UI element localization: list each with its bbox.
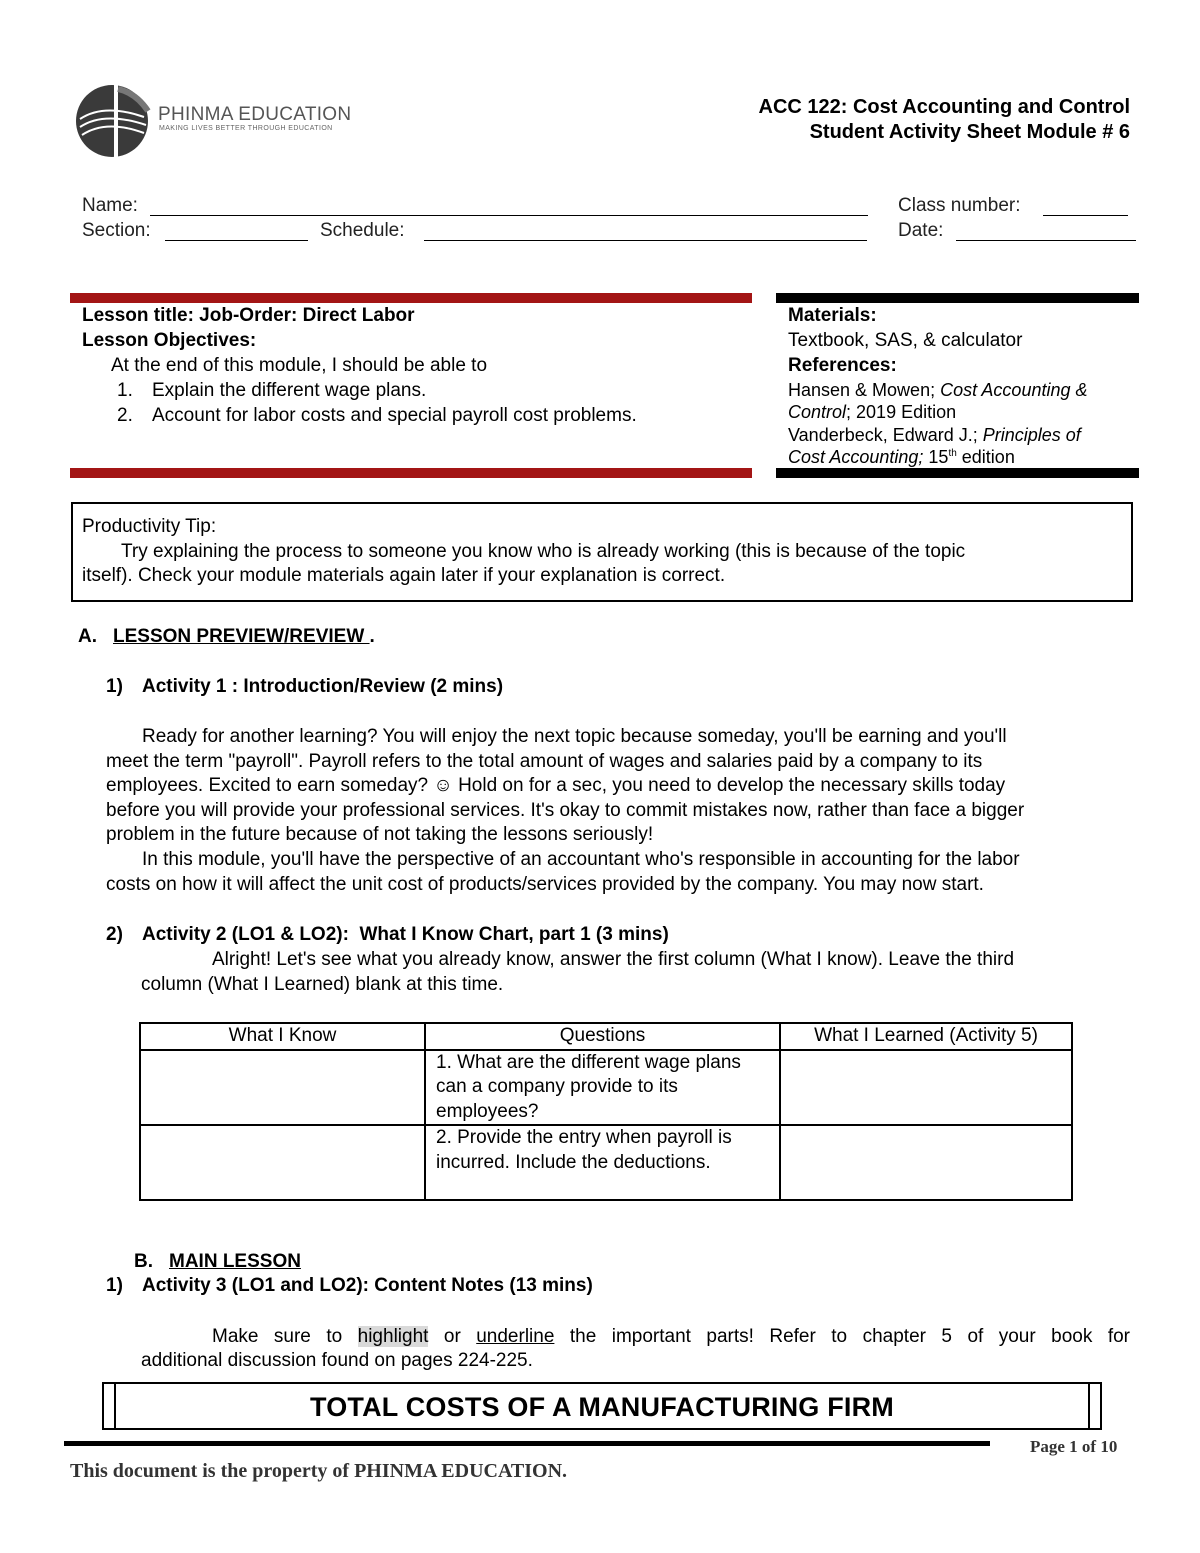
reference-2-line2: Cost Accounting; 15th edition: [788, 447, 1015, 467]
activity-1-num: 1): [106, 676, 123, 697]
objectives-label: Lesson Objectives:: [82, 330, 257, 351]
reference-1-line1: Hansen & Mowen; Cost Accounting &: [788, 380, 1088, 400]
content-notes-line-1: Make sure to highlight or underline the important parts! Refer to chapter 5 of your book for: [212, 1326, 1130, 1347]
section-label: Section:: [82, 220, 151, 241]
what-i-know-cell[interactable]: [140, 1125, 425, 1200]
tip-line-1: Try explaining the process to someone you know who is already working (this is because of the topic: [121, 541, 966, 562]
lesson-title: Lesson title: Job-Order: Direct Labor: [82, 305, 415, 326]
name-field[interactable]: [150, 215, 868, 216]
section-b-title: MAIN LESSON: [169, 1251, 301, 1272]
table-row: [140, 1125, 1072, 1200]
objective-1-num: 1.: [117, 380, 133, 401]
objective-2-num: 2.: [117, 405, 133, 426]
activity-3-num: 1): [106, 1275, 123, 1296]
box-title: TOTAL COSTS OF A MANUFACTURING FIRM: [310, 1392, 894, 1422]
materials-label: Materials:: [788, 305, 877, 326]
highlight-word: highlight: [357, 1326, 429, 1347]
references-label: References:: [788, 355, 897, 376]
content-notes-line-2: additional discussion found on pages 224-225.: [141, 1350, 533, 1371]
date-field[interactable]: [956, 240, 1136, 241]
column-header-questions: Questions: [425, 1023, 780, 1050]
section-b-letter: B.: [134, 1251, 153, 1272]
question-cell: 1. What are the different wage plans can a company provide to its employees?: [425, 1050, 780, 1126]
p1-line-3: employees. Excited to earn someday? ☺ Hold on for a sec, you need to develop the necessary skills today: [106, 775, 1006, 797]
property-notice: This document is the property of PHINMA EDUCATION.: [70, 1460, 568, 1482]
activity-2-line-2: column (What I Learned) blank at this time.: [141, 974, 504, 995]
name-label: Name:: [82, 195, 138, 216]
logo-globe-icon: [74, 83, 154, 159]
activity-2-title: Activity 2 (LO1 & LO2): What I Know Chart, part 1 (3 mins): [142, 924, 669, 945]
schedule-field[interactable]: [424, 240, 867, 241]
p1-line-1: Ready for another learning? You will enjoy the next topic because someday, you'll be earning and you'll: [142, 726, 1007, 747]
class-number-label: Class number:: [898, 195, 1021, 216]
p2-line-1: In this module, you'll have the perspective of an accountant who's responsible in accounting for the labor: [142, 848, 1020, 870]
lesson-top-bar: [70, 293, 752, 303]
activity-1-paragraph-1: [106, 725, 1130, 897]
tip-line-2: itself). Check your module materials again later if your explanation is correct.: [82, 565, 726, 586]
section-field[interactable]: [165, 240, 308, 241]
section-a-letter: A.: [78, 626, 97, 647]
course-title: ACC 122: Cost Accounting and Control: [758, 96, 1130, 118]
logo-text: PHINMA EDUCATION: [158, 104, 352, 125]
p2-line-2: costs on how it will affect the unit cost of products/services provided by the company. You may now start.: [106, 873, 984, 895]
reference-1-line2: Control; 2019 Edition: [788, 402, 957, 422]
what-i-know-cell[interactable]: [140, 1050, 425, 1126]
column-header-what-i-know: What I Know: [140, 1023, 425, 1050]
section-a-title: LESSON PREVIEW/REVIEW .: [113, 626, 375, 647]
activity-2-num: 2): [106, 924, 123, 945]
materials-top-bar: [776, 293, 1139, 303]
p1-line-5: problem in the future because of not taking the lessons seriously!: [106, 824, 654, 846]
tip-label: Productivity Tip:: [82, 516, 217, 537]
manufacturing-costs-box: [102, 1382, 1102, 1430]
lesson-bottom-bar: [70, 468, 752, 478]
reference-2-line1: Vanderbeck, Edward J.; Principles of: [788, 425, 1081, 445]
materials-bottom-bar: [776, 468, 1139, 478]
objective-1-text: Explain the different wage plans.: [152, 380, 427, 401]
footer-rule: [64, 1441, 990, 1446]
activity-3-title: Activity 3 (LO1 and LO2): Content Notes (13 mins): [142, 1275, 593, 1296]
materials-text: Textbook, SAS, & calculator: [788, 330, 1023, 351]
logo-tagline: MAKING LIVES BETTER THROUGH EDUCATION: [159, 125, 333, 132]
date-label: Date:: [898, 220, 944, 241]
page-number: Page 1 of 10: [1030, 1437, 1118, 1456]
phinma-logo: [74, 83, 154, 159]
activity-2-line-1: Alright! Let's see what you already know, answer the first column (What I know). Leave the third: [212, 949, 1015, 970]
what-i-learned-cell[interactable]: [780, 1125, 1072, 1200]
question-cell: 2. Provide the entry when payroll is incurred. Include the deductions.: [425, 1125, 780, 1200]
objectives-intro: At the end of this module, I should be able to: [111, 355, 488, 376]
what-i-know-chart: [139, 1022, 1073, 1201]
class-number-field[interactable]: [1043, 215, 1128, 216]
p1-line-4: before you will provide your professional services. It's okay to commit mistakes now, rather than face a bigger: [106, 799, 1025, 821]
sheet-title: Student Activity Sheet Module # 6: [809, 121, 1130, 143]
schedule-label: Schedule:: [320, 220, 405, 241]
p1-line-2: meet the term "payroll". Payroll refers to the total amount of wages and salaries paid by a company to its: [106, 750, 983, 772]
table-header-row: [140, 1023, 1072, 1050]
activity-1-title: Activity 1 : Introduction/Review (2 mins): [142, 676, 504, 697]
what-i-learned-cell[interactable]: [780, 1050, 1072, 1126]
objective-2-text: Account for labor costs and special payroll cost problems.: [152, 405, 637, 426]
column-header-what-i-learned: What I Learned (Activity 5): [780, 1023, 1072, 1050]
underline-word: underline: [476, 1326, 555, 1347]
table-row: [140, 1050, 1072, 1126]
